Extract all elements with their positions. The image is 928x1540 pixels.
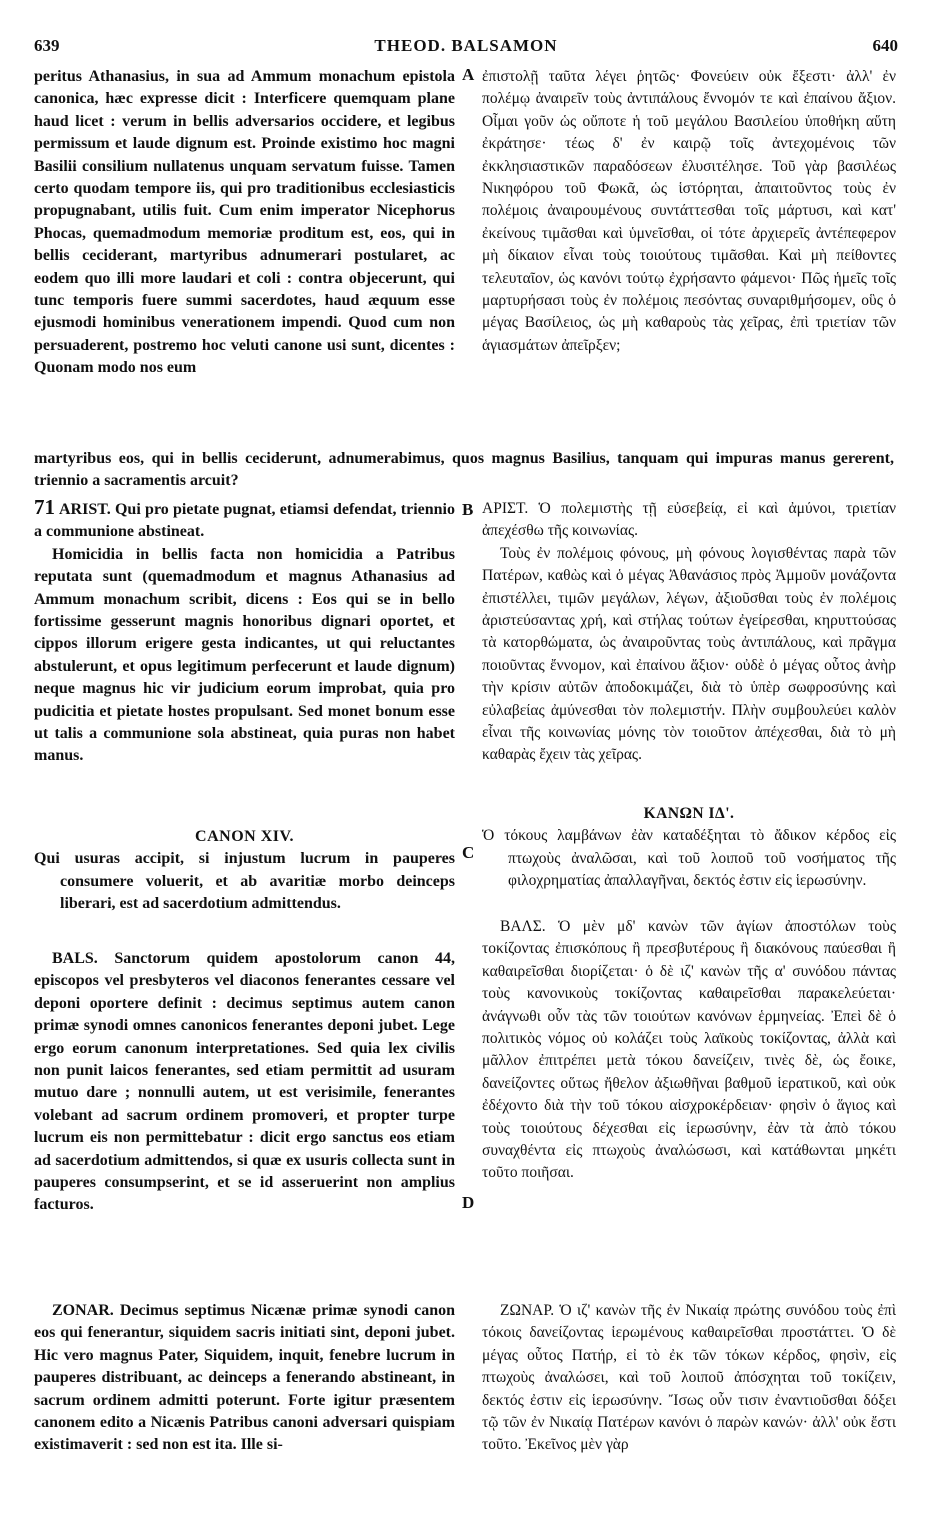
latin-column-bals [34,948,455,1217]
latin-column-71 [34,496,455,768]
latin-column-top [34,66,455,380]
canon-greek-title: ΚΑΝΩΝ ΙΔ'. [643,805,735,822]
greek-column-top [482,66,896,357]
latin-arist-text: ARIST. Qui pro pietate pugnat, etiamsi defendat, triennio a communione abstineat. [34,501,455,541]
page-number-right: 640 [872,36,898,55]
full-width-line [34,448,894,493]
greek-column-71 [482,498,896,767]
greek-71-body: Τοὺς ἐν πολέμοις φόνους, μὴ φόνους λογισθέντας παρὰ τῶν Πατέρων, καθὼς καὶ ὁ μέγας Ἀθανάσιος πρὸς Ἀμμοῦν μονάζοντα ἐπιστέλλει, τιμῶν μεγάλων, λέγων, ἀξιοῦσθαι τοὺς ἐν πολέμοις ἀριστεύσαντας χρή, καὶ στήλας τούτων ἐγείρεσθαι, κηρυττούσας τὰ κατορθώματα, ὡς ἀναιροῦντας τοὺς ἀντιπάλους, καὶ πρᾶγμα ποιοῦντας ἔννομον, καὶ ἐπαίνου ἄξιον· οὐδὲ ὁ μέγας οὗτος ἀνὴρ τὴν κρίσιν αὐτῶν ἀποδοκιμάζει, διὰ τὸ ὑπὲρ σωφροσύνης καὶ εὐλαβείας ἀμύνεσθαι τὸν πολεμιστήν. Πλὴν συμβουλεύει καλὸν εἶναι τῆς κοινωνίας μόνης τὸν τοιοῦτον ἀπέχεσθαι, διὰ τὸ μὴ καθαρὰς ἔχειν τὰς χεῖρας. [482,544,896,764]
running-title: THEOD. BALSAMON [374,36,558,55]
canon-greek-text: Ὁ τόκους λαμβάνων ἐὰν καταδέξηται τὸ ἄδικον κέρδος εἰς πτωχοὺς ἀναλῶσαι, καὶ τοῦ λοιποῦ τοῦ νοσήματος τῆς φιλοχρηματίας ἀπαλλαγῆναι, δεκτός ἐστιν εἰς ἱερωσύνην. [482,827,896,890]
zonar-greek-paragraph: ΖΩΝΑΡ. Ὁ ιζ' κανὼν τῆς ἐν Νικαίᾳ πρώτης συνόδου τοὺς ἐπὶ τόκοις δανείζοντας ἱερωμένους καθαιρεῖσθαι προστάττει. Ὁ δὲ μέγας οὗτος Πατήρ, εἰ τὸ ἐκ τῶν τόκων κέρδος, φησὶν, εἰς πτωχοὺς ἀναλώσει, καὶ τοῦ λοιποῦ ἀπόσχηται τοῦ τοκίζειν, δεκτός ἐστιν εἰς ἱερωσύνην. Ἴσως οὖν τισιν ἐναντιοῦσθαι δόξει τῷ τῶν ἐν Νικαίᾳ Πατέρων κανόνι ὁ παρὼν κανών· ἀλλ' οὐκ ἔστι τοῦτο. Ἐκεῖνος μὲν γὰρ [482,1302,896,1454]
latin-71-body: Homicidia in bellis facta non homicidia a Patribus reputata sunt (quemadmodum et magnus Athanasius ad Ammum monachum scribit, dicens : Eos qui se in bello fortissime gesserunt magnis honoribus dignari oportet, et cippos illorum erigere gesta indicantes, ut qui reluctantes abstulerunt, et opus legitimum perfecerunt et laude dignum) neque magnus hic vir judicium eorum improbat, quia pro pudicitia et pietate hostes propulsant. Sed monet bonum esse ut talis a communione sola abstineat, quia puras non habet manus. [34,545,455,765]
page-number-left: 639 [34,36,60,55]
latin-column-zonar [34,1300,455,1457]
latin-arist-71 [34,496,455,544]
section-marker-d: D [462,1193,475,1212]
section-marker-b: B [462,500,474,519]
greek-column-canon [482,803,896,893]
greek-arist-71: ΑΡΙΣΤ. Ὁ πολεμιστὴς τῇ εὐσεβείᾳ, εἰ καὶ ἀμύνοι, τριετίαν ἀπεχέσθω τῆς κοινωνίας. [482,500,896,540]
canon-latin-text: Qui usuras accipit, si injustum lucrum in pauperes consumere voluerit, et ab avaritiæ morbo deinceps liberari, est ad sacerdotium admittendus. [34,850,455,913]
section-marker-c: C [462,843,475,862]
bals-latin-paragraph: BALS. Sanctorum quidem apostolorum canon 44, episcopos vel presbyteros vel diaconos fenerantes cessare vel deponi oportere definit : decimus septimus autem canon primæ synodi omnes canonicos fenerantes deponi jubet. Lege ergo eorum canonum interpretationes. Sed quia lex civilis non punit laicos fenerantes, sed etiam permittit ad usuram mutuo dare ; nonnulli autem, ut est verisimile, fenerantes volebant ad sacrum ordinem promoveri, et propter turpe lucrum eis non permittebatur : dicit ergo sanctus eos etiam ad sacerdotium admittendos, si quæ ex usuris collecta sunt in pauperes consumpserint, et se id asseruerint non amplius facturos. [34,950,455,1214]
canon-latin-title: CANON XIV. [195,828,294,845]
running-header [34,36,898,58]
latin-column-canon [34,826,455,916]
greek-column-zonar [482,1300,896,1457]
section-marker-a: A [462,65,475,84]
zonar-latin-paragraph: ZONAR. Decimus septimus Nicænæ primæ synodi canon eos qui fenerantur, siquidem sacris initiati sint, deponi jubet. Hic vero magnus Pater, Siquidem, inquit, fenebre lucrum in pauperes distribuant, ac deinceps a fenerando abstineant, in sacrum ordinem admitti poterunt. Forte igitur præsentem canonem edito a Nicænis Patribus canoni adversari quispiam existimaverit : sed non est ita. Ille si- [34,1302,455,1454]
latin-top-paragraph: peritus Athanasius, in sua ad Ammum monachum epistola canonica, hæc expresse dicit : Interficere quemquam plane haud licet : verum in bellis adversarios occidere, et legibus permissum et laude dignum est. Proinde existimo hoc magni Basilii consilium nullatenus unquam servatum fuisse. Tamen certo quodam tempore iis, qui pro traditionibus ecclesiasticis propugnabant, utilis fuit. Cum enim imperator Nicephorus Phocas, quemadmodum memoriæ proditum est, eos, qui in bellis ceciderant, martyribus adnumerari postularet, ac eodem quo illi more laudari et coli : contra objecerunt, qui tunc temporis fuere summi sacerdotes, haud æquum esse ejusmodi hominibus venerationem impendi. Quod cum non persuaderent, postremo hoc veluti canone usi sunt, dicentes : Quonam modo nos eum [34,68,455,377]
bals-greek-paragraph: ΒΑΛΣ. Ὁ μὲν μδ' κανὼν τῶν ἁγίων ἀποστόλων τοὺς τοκίζοντας ἐπισκόπους ἢ πρεσβυτέρους ἢ διακόνους παύεσθαι ἢ καθαιρεῖσθαι διορίζεται· ὁ δὲ ιζ' κανὼν τῆς α' συνόδου πάντας τοὺς κανονικοὺς τοκίζοντας καθαιρεῖσθαι παρακελεύεται· ἀνάγνωθι οὖν τὰς τῶν τοιούτων κανόνων ἑρμηνείας. Ἐπεὶ δὲ ὁ πολιτικὸς νόμος οὐ κολάζει τοὺς λαϊκοὺς τοκίζοντας, ἀλλὰ καὶ μᾶλλον ἐπιτρέπει μετὰ τόκου δανείζειν, τινὲς δὲ, ὡς ἔοικε, δανείζοντες οὕτως ἤθελον ἀξιωθῆναι βαθμοῦ ἱερατικοῦ, καὶ οὐκ ἐδέχοντο διὰ τὴν τοῦ τόκου αἰσχροκέρδειαν· φησὶν ὁ ἅγιος καὶ τοὺς τοιούτους δέχεσθαι εἰς ἱερωσύνην, ἐὰν τὰ ἀπὸ τόκου συναχθέντα εἰς πτωχοὺς ἀναλώσωσι, καὶ κατάθωνται μηκέτι τοῦτο ποιῆσαι. [482,918,896,1182]
greek-column-bals [482,916,896,1185]
greek-top-paragraph: ἐπιστολῇ ταῦτα λέγει ῥητῶς· Φονεύειν οὐκ ἔξεστι· ἀλλ' ἐν πολέμῳ ἀναιρεῖν τοὺς ἀντιπάλους ἔννομόν τε καὶ ἐπαίνου ἄξιον. Οἶμαι γοῦν ὡς οὔποτε ἡ τοῦ μεγάλου Βασιλείου ὑποθήκη αὕτη ἐκράτησε· τέως δ' ἐν καιρῷ τοῖς ἀντεχομένοις τῶν ἐκκλησιαστικῶν παραδόσεων ἐλυσιτέλησε. Τοῦ γὰρ βασιλέως Νικηφόρου τοῦ Φωκᾶ, ὡς ἱστόρηται, ἀπαιτοῦντος τοὺς ἐν πολέμοις ἀναιρουμένους συντάττεσθαι τοῖς μάρτυσι, καὶ κατ' ἐκείνους τιμᾶσθαι καὶ ὑμνεῖσθαι, οἱ τότε ἀρχιερεῖς ἀντέπεφερον μὴ δίκαιον εἶναι τοὺς τοιούτους τιμᾶσθαι. Καὶ μὴ πείθοντες τελευταῖον, ὡς κανόνι τούτῳ ἐχρήσαντο φάμενοι· Πῶς ἡμεῖς τοῖς μαρτυρήσασι τοὺς ἐν πολέμοις πεσόντας συναριθμήσομεν, οὓς ὁ μέγας Βασίλειος, ὡς μὴ καθαροὺς τὰς χεῖρας, ἐπὶ τριετίαν τῶν ἁγιασμάτων ἀπεῖρξεν; [482,68,896,354]
full-width-text: martyribus eos, qui in bellis ceciderunt, adnumerabimus, quos magnus Basilius, tanquam qui impuras manus gererent, triennio a sacramentis arcuit? [34,450,894,490]
canon-number-71: 71 [34,495,55,519]
